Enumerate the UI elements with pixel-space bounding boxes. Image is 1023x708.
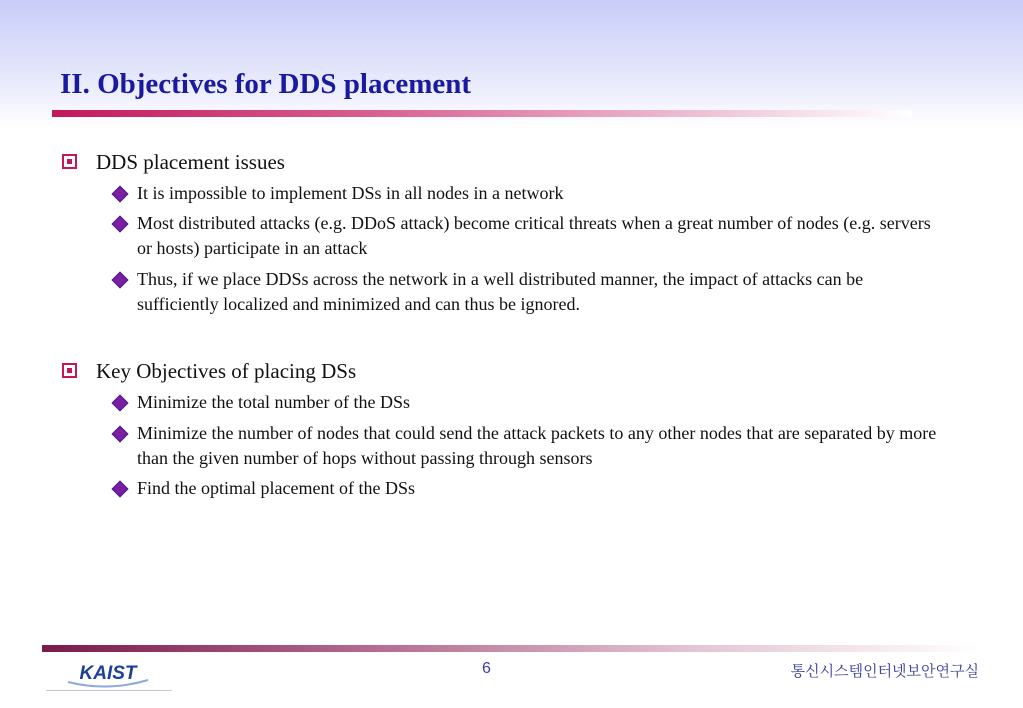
title-divider — [52, 110, 912, 117]
logo-text: KAIST — [79, 663, 137, 684]
diamond-bullet-icon — [112, 272, 129, 289]
diamond-bullet-icon — [112, 481, 129, 498]
list-item-text: It is impossible to implement DSs in all nodes in a network — [137, 183, 564, 203]
header-band — [0, 0, 1023, 128]
lab-name: 통신시스템인터넷보안연구실 — [790, 662, 979, 680]
square-bullet-icon — [62, 154, 77, 169]
list-item-text: Thus, if we place DDSs across the network in a well distributed manner, the impact of attacks can be sufficiently localized and minimized and can thus be ignored. — [137, 269, 864, 314]
section-heading-text: Key Objectives of placing DSs — [96, 359, 357, 383]
slide-title: II. Objectives for DDS placement — [60, 68, 472, 100]
diamond-bullet-icon — [112, 395, 129, 412]
diamond-bullet-icon — [112, 216, 129, 233]
diamond-bullet-icon — [112, 186, 129, 203]
list-item-text: Minimize the total number of the DSs — [137, 392, 410, 412]
logo-underline — [46, 690, 172, 691]
square-bullet-icon — [62, 363, 77, 378]
list-item-text: Minimize the number of nodes that could send the attack packets to any other nodes that are separated by more than the given number of hops without passing through sensors — [137, 423, 937, 468]
footer-divider — [42, 645, 982, 652]
page-number: 6 — [482, 660, 491, 677]
list-item-text: Most distributed attacks (e.g. DDoS attack) become critical threats when a great number of nodes (e.g. servers or hosts) participate in an attack — [137, 213, 931, 258]
section-heading-text: DDS placement issues — [96, 150, 285, 174]
diamond-bullet-icon — [112, 426, 129, 443]
kaist-logo — [66, 660, 150, 690]
list-item-text: Find the optimal placement of the DSs — [137, 478, 415, 498]
